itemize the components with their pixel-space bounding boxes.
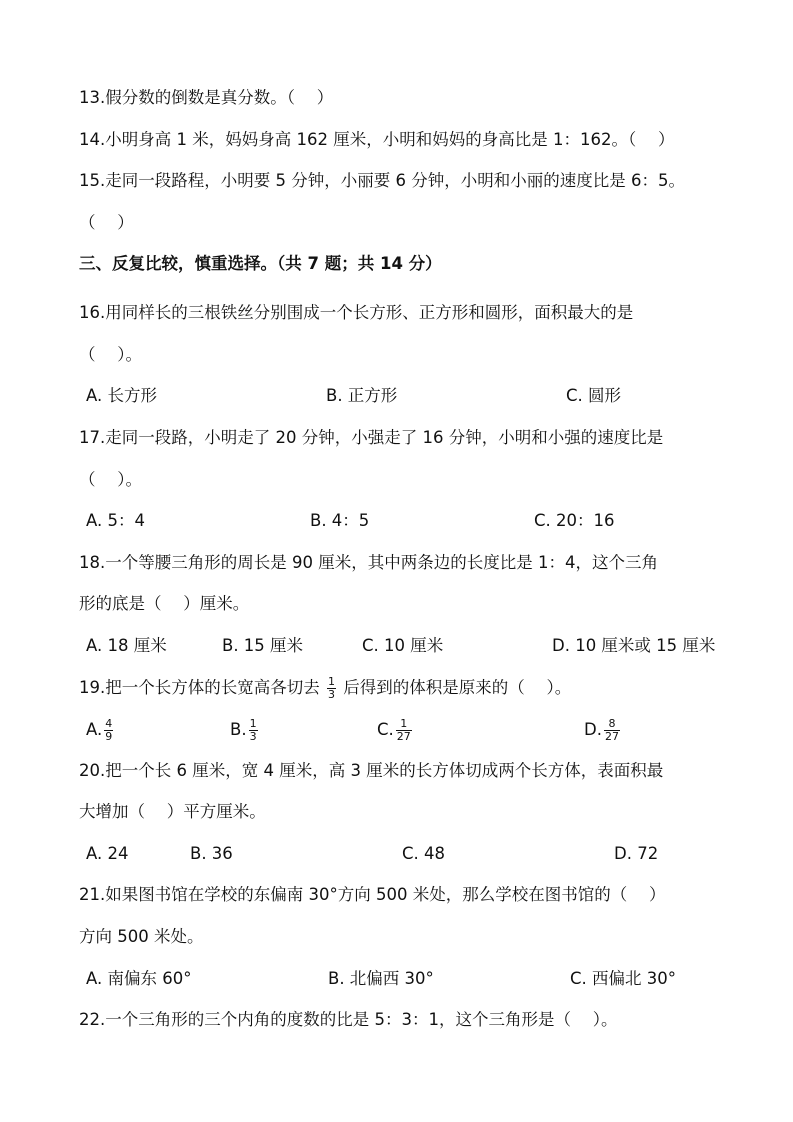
- question-19-text-end: 后得到的体积是原来的（ ）。: [343, 678, 572, 697]
- q19-option-b: [230, 718, 260, 743]
- question-22: 22.一个三角形的三个内角的度数的比是 5：3：1，这个三角形是（ ）。: [79, 1010, 618, 1029]
- question-14: 14.小明身高 1 米，妈妈身高 162 厘米，小明和妈妈的身高比是 1：162。（ ）: [79, 130, 675, 149]
- q19-option-c-fraction: [396, 718, 412, 743]
- q18-option-c: C. 10 厘米: [362, 636, 444, 655]
- fraction-one-third: [327, 676, 336, 701]
- fraction-numerator: 1: [249, 717, 257, 730]
- q18-option-b: B. 15 厘米: [222, 636, 304, 655]
- section-3-heading: 三、反复比较，慎重选择。（共 7 题；共 14 分）: [79, 254, 442, 273]
- q19-option-c-label: C.: [377, 720, 394, 739]
- fraction-denominator: 27: [604, 730, 619, 743]
- q19-option-a: [86, 718, 115, 743]
- question-18-line2: 形的底是（ ）厘米。: [79, 594, 250, 613]
- q16-option-c: C. 圆形: [566, 386, 622, 405]
- fraction-denominator: 3: [328, 688, 335, 701]
- question-19: [79, 676, 571, 701]
- q20-option-c: C. 48: [402, 844, 446, 863]
- q20-option-a: A. 24: [86, 844, 129, 863]
- question-18-line1: 18.一个等腰三角形的周长是 90 厘米，其中两条边的长度比是 1：4，这个三角: [79, 553, 658, 572]
- question-21-line2: 方向 500 米处。: [79, 927, 204, 946]
- q18-option-d: D. 10 厘米或 15 厘米: [552, 636, 716, 655]
- q19-option-a-fraction: [104, 718, 113, 743]
- q20-option-b: B. 36: [190, 844, 233, 863]
- fraction-numerator: 1: [400, 717, 408, 730]
- q21-option-a: A. 南偏东 60°: [86, 969, 192, 988]
- q19-option-a-label: A.: [86, 720, 103, 739]
- fraction-denominator: 3: [249, 730, 257, 743]
- q16-option-a: A. 长方形: [86, 386, 157, 405]
- q21-option-b: B. 北偏西 30°: [328, 969, 434, 988]
- question-16-line2: （ ）。: [79, 345, 142, 364]
- q19-option-d-label: D.: [584, 720, 602, 739]
- question-16-line1: 16.用同样长的三根铁丝分别围成一个长方形、正方形和圆形，面积最大的是: [79, 303, 634, 322]
- q17-option-b: B. 4：5: [310, 511, 370, 530]
- question-17-line1: 17.走同一段路，小明走了 20 分钟，小强走了 16 分钟，小明和小强的速度比是: [79, 428, 664, 447]
- fraction-numerator: 4: [105, 717, 113, 730]
- q21-option-c: C. 西偏北 30°: [570, 969, 677, 988]
- fraction-numerator: 8: [608, 717, 616, 730]
- q17-option-c: C. 20：16: [534, 511, 615, 530]
- question-19-text-start: 19.把一个长方体的长宽高各切去: [79, 678, 320, 697]
- q16-option-b: B. 正方形: [326, 386, 398, 405]
- q19-option-b-label: B.: [230, 720, 247, 739]
- fraction-numerator: 1: [328, 675, 335, 688]
- fraction-denominator: 9: [105, 730, 113, 743]
- question-15-paren: （ ）: [79, 213, 134, 232]
- fraction-denominator: 27: [396, 730, 411, 743]
- q18-option-a: A. 18 厘米: [86, 636, 167, 655]
- question-13: 13.假分数的倒数是真分数。（ ）: [79, 88, 334, 107]
- q19-option-d-fraction: [604, 718, 620, 743]
- q20-option-d: D. 72: [614, 844, 659, 863]
- question-21-line1: 21.如果图书馆在学校的东偏南 30°方向 500 米处，那么学校在图书馆的（ ）: [79, 885, 666, 904]
- q17-option-a: A. 5：4: [86, 511, 145, 530]
- question-15: 15.走同一段路程，小明要 5 分钟，小丽要 6 分钟，小明和小丽的速度比是 6：5。: [79, 171, 685, 190]
- question-17-line2: （ ）。: [79, 470, 142, 489]
- q19-option-d: [584, 718, 622, 743]
- q19-option-c: [377, 718, 414, 743]
- q19-option-b-fraction: [249, 718, 258, 743]
- question-20-line2: 大增加（ ）平方厘米。: [79, 802, 266, 821]
- question-20-line1: 20.把一个长 6 厘米，宽 4 厘米，高 3 厘米的长方体切成两个长方体，表面积最: [79, 761, 664, 780]
